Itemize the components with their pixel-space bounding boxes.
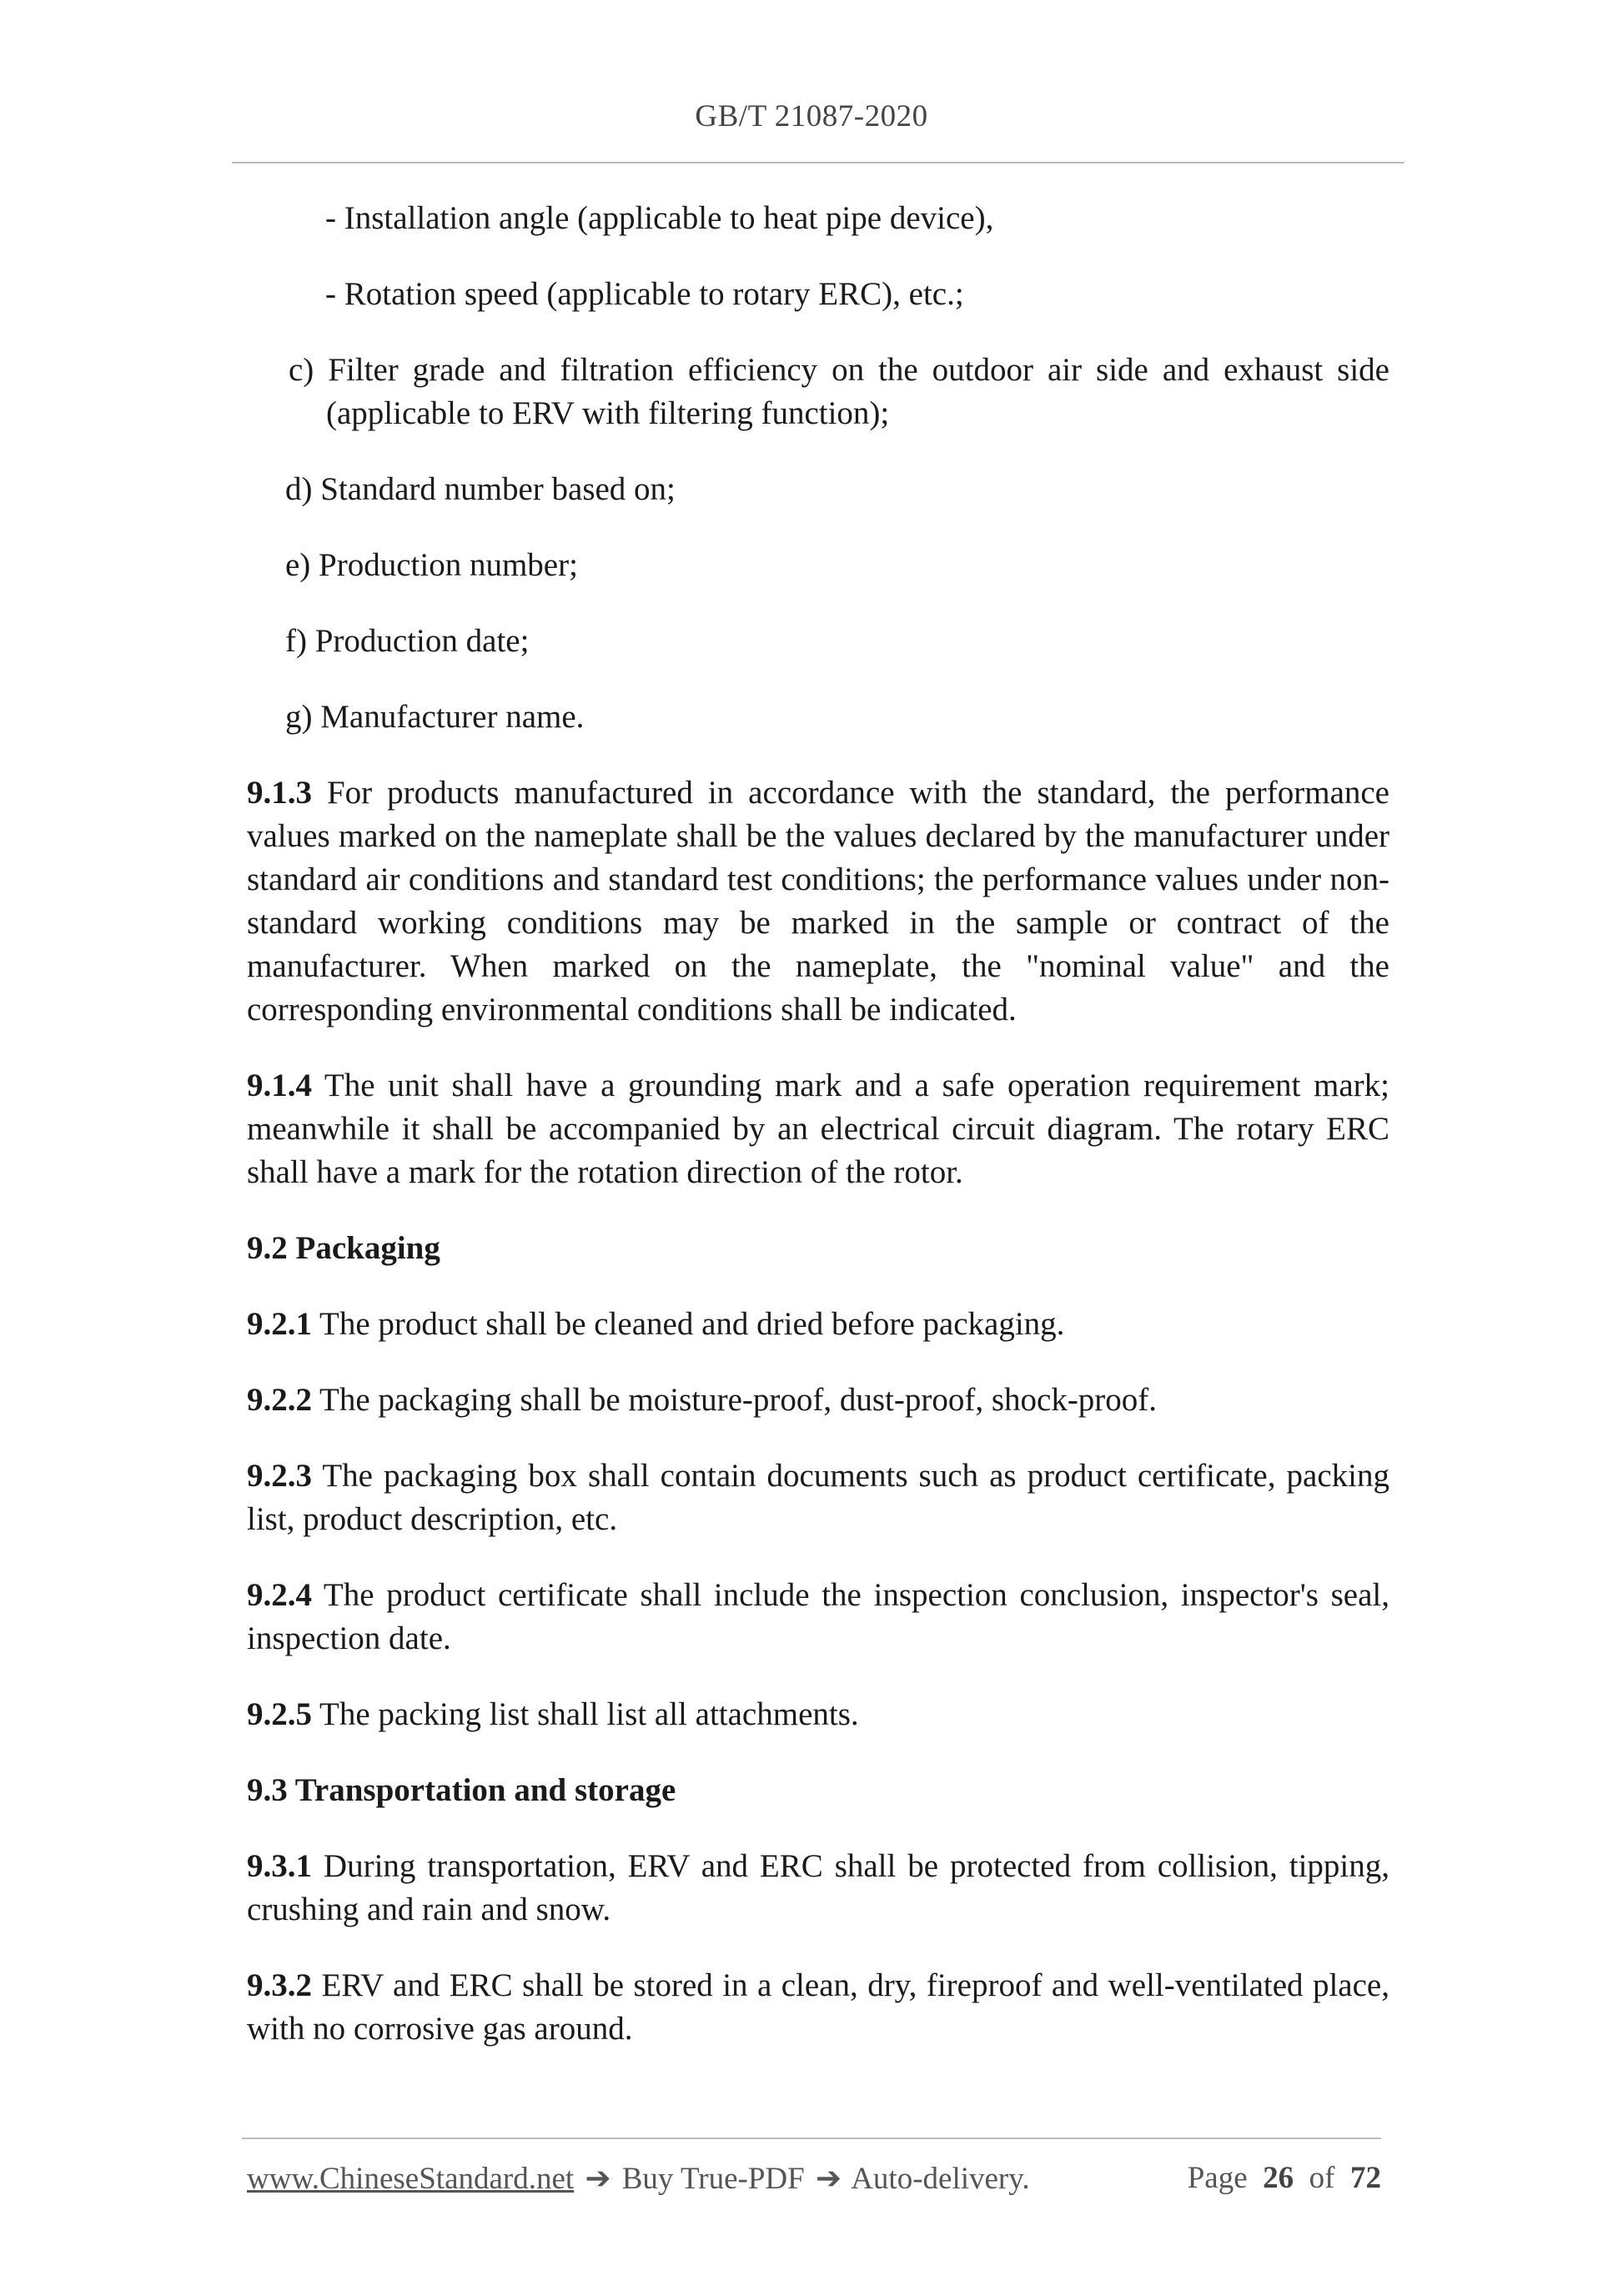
list-item: c) Filter grade and filtration efficiency on the outdoor air side and exhaust side (applicable to ERV with filtering function);	[289, 352, 1389, 431]
clause-9-3-1	[247, 1845, 1389, 1932]
clause-number: 9.2.5	[247, 1696, 312, 1732]
arrow-right-icon: ➔	[585, 2162, 611, 2196]
of-label: of	[1309, 2161, 1335, 2195]
clause-number: 9.3.2	[247, 1967, 312, 2003]
clause-text: During transportation, ERV and ERC shall be protected from collision, tipping, crushing and rain and snow.	[247, 1848, 1389, 1927]
buy-pdf-text: Buy True-PDF	[621, 2162, 805, 2196]
clause-9-2-4	[247, 1574, 1389, 1660]
clause-9-2-1	[247, 1303, 1389, 1346]
clause-number: 9.2.1	[247, 1306, 312, 1342]
website-link[interactable]: www.ChineseStandard.net	[247, 2162, 575, 2196]
page-indicator	[1188, 2160, 1381, 2197]
section-heading-packaging: 9.2 Packaging	[247, 1230, 440, 1266]
clause-text: For products manufactured in accordance with the standard, the performance values marked on the nameplate shall be the values declared by the manufacturer under standard air conditions and standard test conditions; the performance values under non-standard working conditions may be marked in the sample or contract of the manufacturer. When marked on the nameplate, the "nominal value" and the corresponding environmental conditions shall be indicated.	[247, 775, 1389, 1027]
header-divider	[232, 162, 1404, 163]
clause-number: 9.1.4	[247, 1068, 312, 1103]
current-page-number: 26	[1263, 2161, 1294, 2195]
page-content	[247, 197, 1389, 2083]
footer-divider	[242, 2138, 1381, 2139]
section-heading-transportation: 9.3 Transportation and storage	[247, 1772, 676, 1808]
total-pages-number: 72	[1350, 2161, 1381, 2195]
clause-9-2-2	[247, 1379, 1389, 1422]
clause-number: 9.2.3	[247, 1458, 312, 1494]
clause-text: The product shall be cleaned and dried before packaging.	[312, 1306, 1065, 1342]
arrow-right-icon: ➔	[815, 2162, 842, 2196]
document-header: GB/T 21087-2020	[695, 99, 928, 133]
clause-9-2-5	[247, 1693, 1389, 1736]
list-item: d) Standard number based on;	[285, 471, 676, 507]
clause-9-2-3	[247, 1454, 1389, 1541]
clause-text: ERV and ERC shall be stored in a clean, dry, fireproof and well-ventilated place, with no corrosive gas around.	[247, 1967, 1389, 2047]
clause-text: The packing list shall list all attachments.	[312, 1696, 859, 1732]
dash-item: - Installation angle (applicable to heat pipe device),	[325, 200, 994, 236]
clause-9-3-2	[247, 1964, 1389, 2051]
clause-number: 9.3.1	[247, 1848, 312, 1884]
dash-item: - Rotation speed (applicable to rotary ERC), etc.;	[325, 276, 964, 312]
clause-text: The unit shall have a grounding mark and a safe operation requirement mark; meanwhile it shall be accompanied by an electrical circuit diagram. The rotary ERC shall have a mark for the rotation direction of the rotor.	[247, 1068, 1389, 1190]
list-item: f) Production date;	[285, 623, 530, 659]
page-label: Page	[1187, 2161, 1248, 2195]
clause-number: 9.1.3	[247, 775, 312, 811]
list-item: g) Manufacturer name.	[285, 699, 585, 735]
footer-promo	[247, 2160, 1030, 2197]
clause-9-1-4	[247, 1064, 1389, 1194]
clause-text: The packaging box shall contain documents such as product certificate, packing list, product description, etc.	[247, 1458, 1389, 1537]
clause-number: 9.2.4	[247, 1577, 312, 1613]
clause-text: The product certificate shall include the inspection conclusion, inspector's seal, inspection date.	[247, 1577, 1389, 1656]
clause-9-1-3	[247, 771, 1389, 1032]
delivery-text: Auto-delivery.	[851, 2162, 1030, 2196]
clause-text: The packaging shall be moisture-proof, dust-proof, shock-proof.	[312, 1382, 1158, 1418]
page-footer	[247, 2160, 1381, 2197]
list-item: e) Production number;	[285, 547, 578, 583]
clause-number: 9.2.2	[247, 1382, 312, 1418]
